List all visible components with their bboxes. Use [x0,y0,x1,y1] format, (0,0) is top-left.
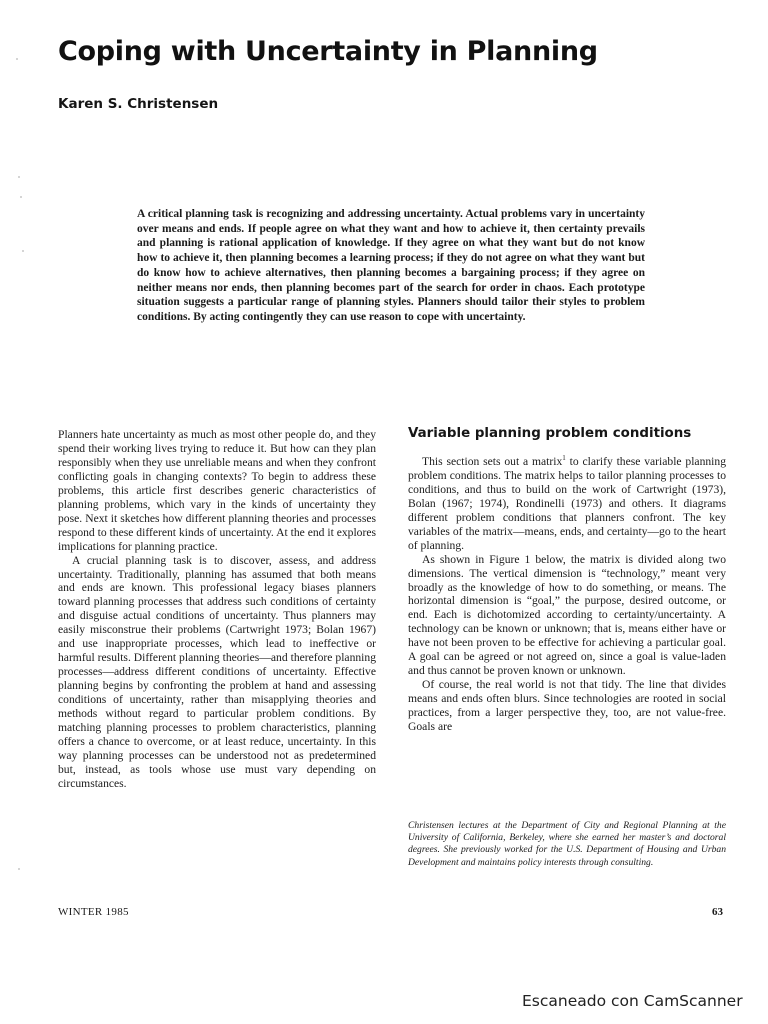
scan-speck [18,176,20,178]
article-title: Coping with Uncertainty in Planning [58,36,598,67]
section-heading: Variable planning problem conditions [408,426,692,441]
paragraph-text: This section sets out a matrix [422,454,563,468]
author-name: Karen S. Christensen [58,96,219,112]
scan-speck [20,196,22,198]
scanner-watermark: Escaneado con CamScanner [522,992,743,1010]
footnote-marker: 1 [562,454,566,463]
scan-speck [22,250,24,252]
issue-label: WINTER 1985 [58,906,129,918]
abstract: A critical planning task is recognizing and addressing uncertainty. Actual problems vary in uncertainty over means and ends. If people agree on what they want and how to achieve it, then certainty prevails and planning is rational application of knowledge. If they agree on what they want but do not know how to achieve it, then planning becomes a learning process; if they do not agree on what they want but do know how to achieve alternatives, then planning becomes a bargaining process; if they agree on neither means nor ends, then planning becomes part of the search for order in chaos. Each prototype situation suggests a particular range of planning styles. Planners should tailor their styles to problem conditions. By acting contingently they can use reason to cope with uncertainty. [137,208,645,323]
body-paragraph: Of course, the real world is not that tidy. The line that divides means and ends often blurs. Since technologies are rooted in social practices, from a larger perspective they, too, are not value-free. Goals are [408,678,726,734]
scan-speck [18,868,20,870]
body-paragraph: A crucial planning task is to discover, assess, and address uncertainty. Traditionally, planning has assumed that both means and ends are known. This professional legacy biases planners toward planning processes that address such conditions of certainty and disguise actual conditions of uncertainty. Thus planners may easily misconstrue their problems (Cartwright 1973; Bolan 1967) and use inappropriate processes, which lead to ineffective or harmful results. Different planning theories—and therefore planning processes—address different conditions of uncertainty. Effective planning begins by confronting the problem at hand and assessing conditions of uncertainty, rather than misapplying theories and methods without regard to particular problem conditions. By matching planning processes to problem characteristics, planning offers a chance to overcome, or at least reduce, uncertainty. In this way planning processes can be understood not as predetermined but, instead, as tools whose use must vary depending on circumstances. [58,553,376,790]
left-column [58,428,376,791]
right-column [408,427,726,734]
body-paragraph [408,455,726,553]
body-paragraph: As shown in Figure 1 below, the matrix is divided along two dimensions. The vertical dimension is “technology,” meant very broadly as the knowledge of how to do something, or means. The horizontal dimension is “goal,” the purpose, desired outcome, or end. Each is dichotomized according to certainty/uncertainty. A technology can be known or unknown; that is, means either have or have not been proven to be effective for achieving a particular goal. A goal can be agreed or not agreed on, since a goal is value-laden and thus cannot be proven known or unknown. [408,552,726,678]
author-note: Christensen lectures at the Department of City and Regional Planning at the University of California, Berkeley, where she earned her master’s and doctoral degrees. She previously worked for the U.S. Department of Housing and Urban Development and maintains policy interests through consulting. [408,820,726,868]
paragraph-text: to clarify these variable planning problem conditions. The matrix helps to tailor planning processes to conditions, and thus to build on the work of Cartwright (1973), Bolan (1967; 1974), Rondinelli (1973) and others. It diagrams different problem conditions that planners confront. The key variables of the matrix—means, ends, and certainty—go to the heart of planning. [408,454,726,552]
body-paragraph: Planners hate uncertainty as much as most other people do, and they spend their working lives trying to reduce it. But how can they plan responsibly when they use unreliable means and when they confront conflicting goals in changing contexts? To begin to address these problems, this article first describes generic characteristics of planning problems, which vary in the kinds of uncertainty they pose. Next it sketches how different planning theories and processes respond to these different kinds of uncertainty. At the end it explores implications for planning practice. [58,428,376,553]
scan-speck [16,58,18,60]
page-number: 63 [712,906,723,918]
